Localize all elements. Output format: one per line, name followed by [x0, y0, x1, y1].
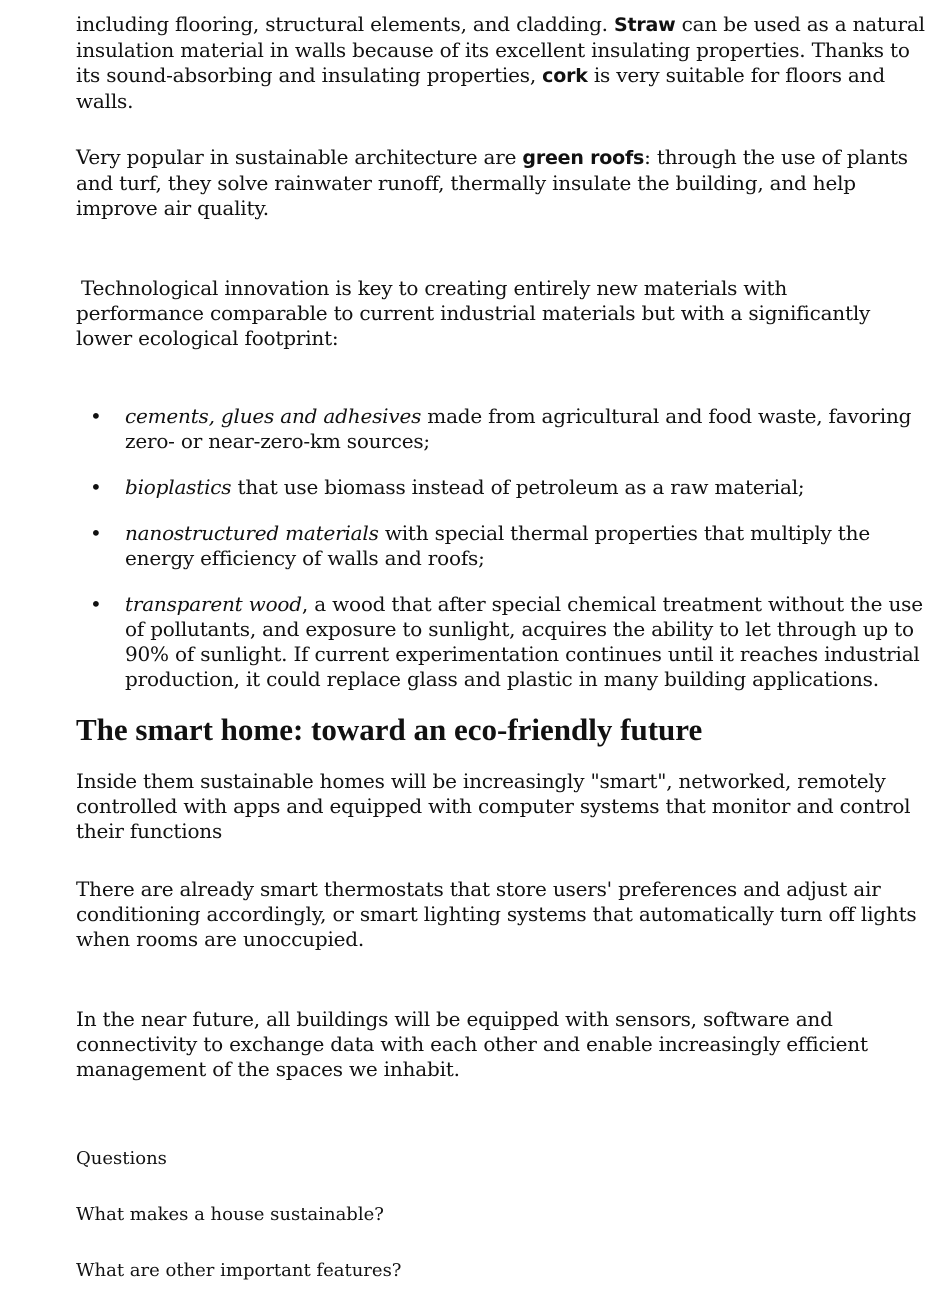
list-item	[76, 475, 940, 500]
bullet-icon: •	[90, 521, 102, 545]
paragraph-text: is very suitable for floors and walls.	[76, 63, 885, 113]
list-item-term: nanostructured materials	[125, 521, 379, 545]
bold-term-green-roofs: green roofs	[522, 147, 645, 169]
list-item-term: transparent wood	[125, 592, 302, 616]
paragraph-smart-thermostats: There are already smart thermostats that store users' preferences and adjust air conditioning accordingly, or smart lighting systems that automatically turn off lights when rooms are unoccupied.	[76, 877, 917, 951]
materials-list	[76, 404, 940, 692]
list-item-text: that use biomass instead of petroleum as a raw material;	[231, 475, 805, 499]
list-item-term: cements, glues and adhesives	[125, 404, 422, 428]
paragraph-materials-intro	[76, 12, 926, 114]
list-item-text: , a wood that after special chemical treatment without the use of pollutants, and exposure to sunlight, acquires the ability to let through up to 90% of sunlight. If current experimentation continues until it reaches industrial production, it could replace glass and plastic in many building applications.	[125, 592, 923, 691]
list-item	[76, 592, 940, 692]
paragraph-text: including flooring, structural elements, and cladding.	[76, 12, 614, 36]
list-item	[76, 404, 940, 454]
bold-term-cork: cork	[542, 65, 588, 87]
questions-title: Questions	[76, 1148, 167, 1169]
list-item-term: bioplastics	[125, 475, 232, 499]
list-item	[76, 521, 940, 571]
bullet-icon: •	[90, 475, 102, 499]
paragraph-text: Very popular in sustainable architecture are	[76, 145, 523, 169]
paragraph-text: can be used as a natural insulation material in walls because of its excellent insulating properties. Thanks to its sound-absorbing and insulating properties,	[76, 12, 925, 87]
paragraph-near-future: In the near future, all buildings will be equipped with sensors, software and connectivity to exchange data with each other and enable increasingly efficient management of the spaces we inhabit.	[76, 1007, 868, 1081]
paragraph-smart-homes: Inside them sustainable homes will be increasingly "smart", networked, remotely controlled with apps and equipped with computer systems that monitor and control their functions	[76, 769, 911, 843]
section-heading: The smart home: toward an eco-friendly future	[76, 712, 703, 747]
paragraph-technological-innovation: Technological innovation is key to creating entirely new materials with performance comparable to current industrial materials but with a significantly lower ecological footprint:	[76, 276, 871, 350]
bold-term-straw: Straw	[614, 14, 676, 36]
bullet-icon: •	[90, 404, 102, 428]
paragraph-green-roofs	[76, 145, 926, 221]
question-item: What makes a house sustainable?	[76, 1204, 384, 1225]
document-page	[76, 12, 940, 1283]
question-item: What are other important features?	[76, 1260, 402, 1281]
paragraph-text: : through the use of plants and turf, they solve rainwater runoff, thermally insulate the building, and help improve air quality.	[76, 145, 908, 220]
bullet-icon: •	[90, 592, 102, 616]
list-item-text: made from agricultural and food waste, favoring zero- or near-zero-km sources;	[125, 404, 912, 453]
list-item-text: with special thermal properties that multiply the energy efficiency of walls and roofs;	[125, 521, 870, 570]
